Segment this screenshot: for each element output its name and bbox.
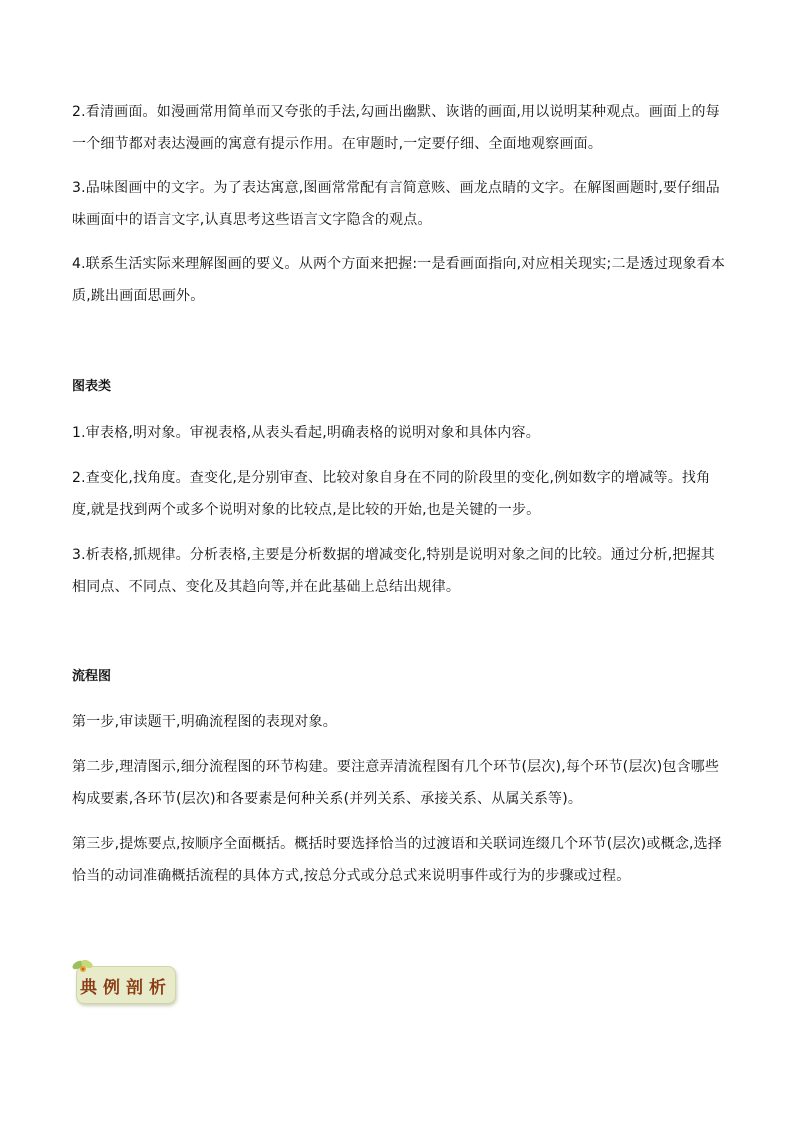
comic-item-2: 2.看清画面。如漫画常用简单而又夸张的手法,勾画出幽默、诙谐的画面,用以说明某种观点。画面上的每一个细节都对表达漫画的寓意有提示作用。在审题时,一定要仔细、全面地观察画面。 <box>72 104 720 152</box>
flow-step-1: 第一步,审读题干,明确流程图的表现对象。 <box>72 714 337 730</box>
leaf-icon <box>70 956 96 978</box>
chart-item-3: 3.析表格,抓规律。分析表格,主要是分析数据的增减变化,特别是说明对象之间的比较。通过分析,把握其相同点、不同点、变化及其趋向等,并在此基础上总结出规律。 <box>72 547 715 595</box>
chart-item-2: 2.查变化,找角度。查变化,是分别审查、比较对象自身在不同的阶段里的变化,例如数字的增减等。找角度,就是找到两个或多个说明对象的比较点,是比较的开始,也是关键的一步。 <box>72 470 711 518</box>
badge-label: 典例剖析 <box>80 978 172 998</box>
chart-item-1: 1.审表格,明对象。审视表格,从表头看起,明确表格的说明对象和具体内容。 <box>72 425 540 441</box>
comic-item-4: 4.联系生活实际来理解图画的要义。从两个方面来把握:一是看画面指向,对应相关现实;二是透过现象看本质,跳出画面思画外。 <box>72 256 726 304</box>
flow-step-2: 第二步,理清图示,细分流程图的环节构建。要注意弄清流程图有几个环节(层次),每个环节(层次)包含哪些构成要素,各环节(层次)和各要素是何种关系(并列关系、承接关系、从属关系等)。 <box>72 759 720 807</box>
flow-step-3: 第三步,提炼要点,按顺序全面概括。概括时要选择恰当的过渡语和关联词连缀几个环节(层次)或概念,选择恰当的动词准确概括流程的具体方式,按总分式或分总式来说明事件或行为的步骤或过程。 <box>72 836 723 884</box>
section-heading-chart: 图表类 <box>72 379 112 394</box>
section-heading-flow: 流程图 <box>72 669 112 684</box>
comic-item-3: 3.品味图画中的文字。为了表达寓意,图画常常配有言简意赅、画龙点睛的文字。在解图画题时,要仔细品味画面中的语言文字,认真思考这些语言文字隐含的观点。 <box>72 180 720 228</box>
